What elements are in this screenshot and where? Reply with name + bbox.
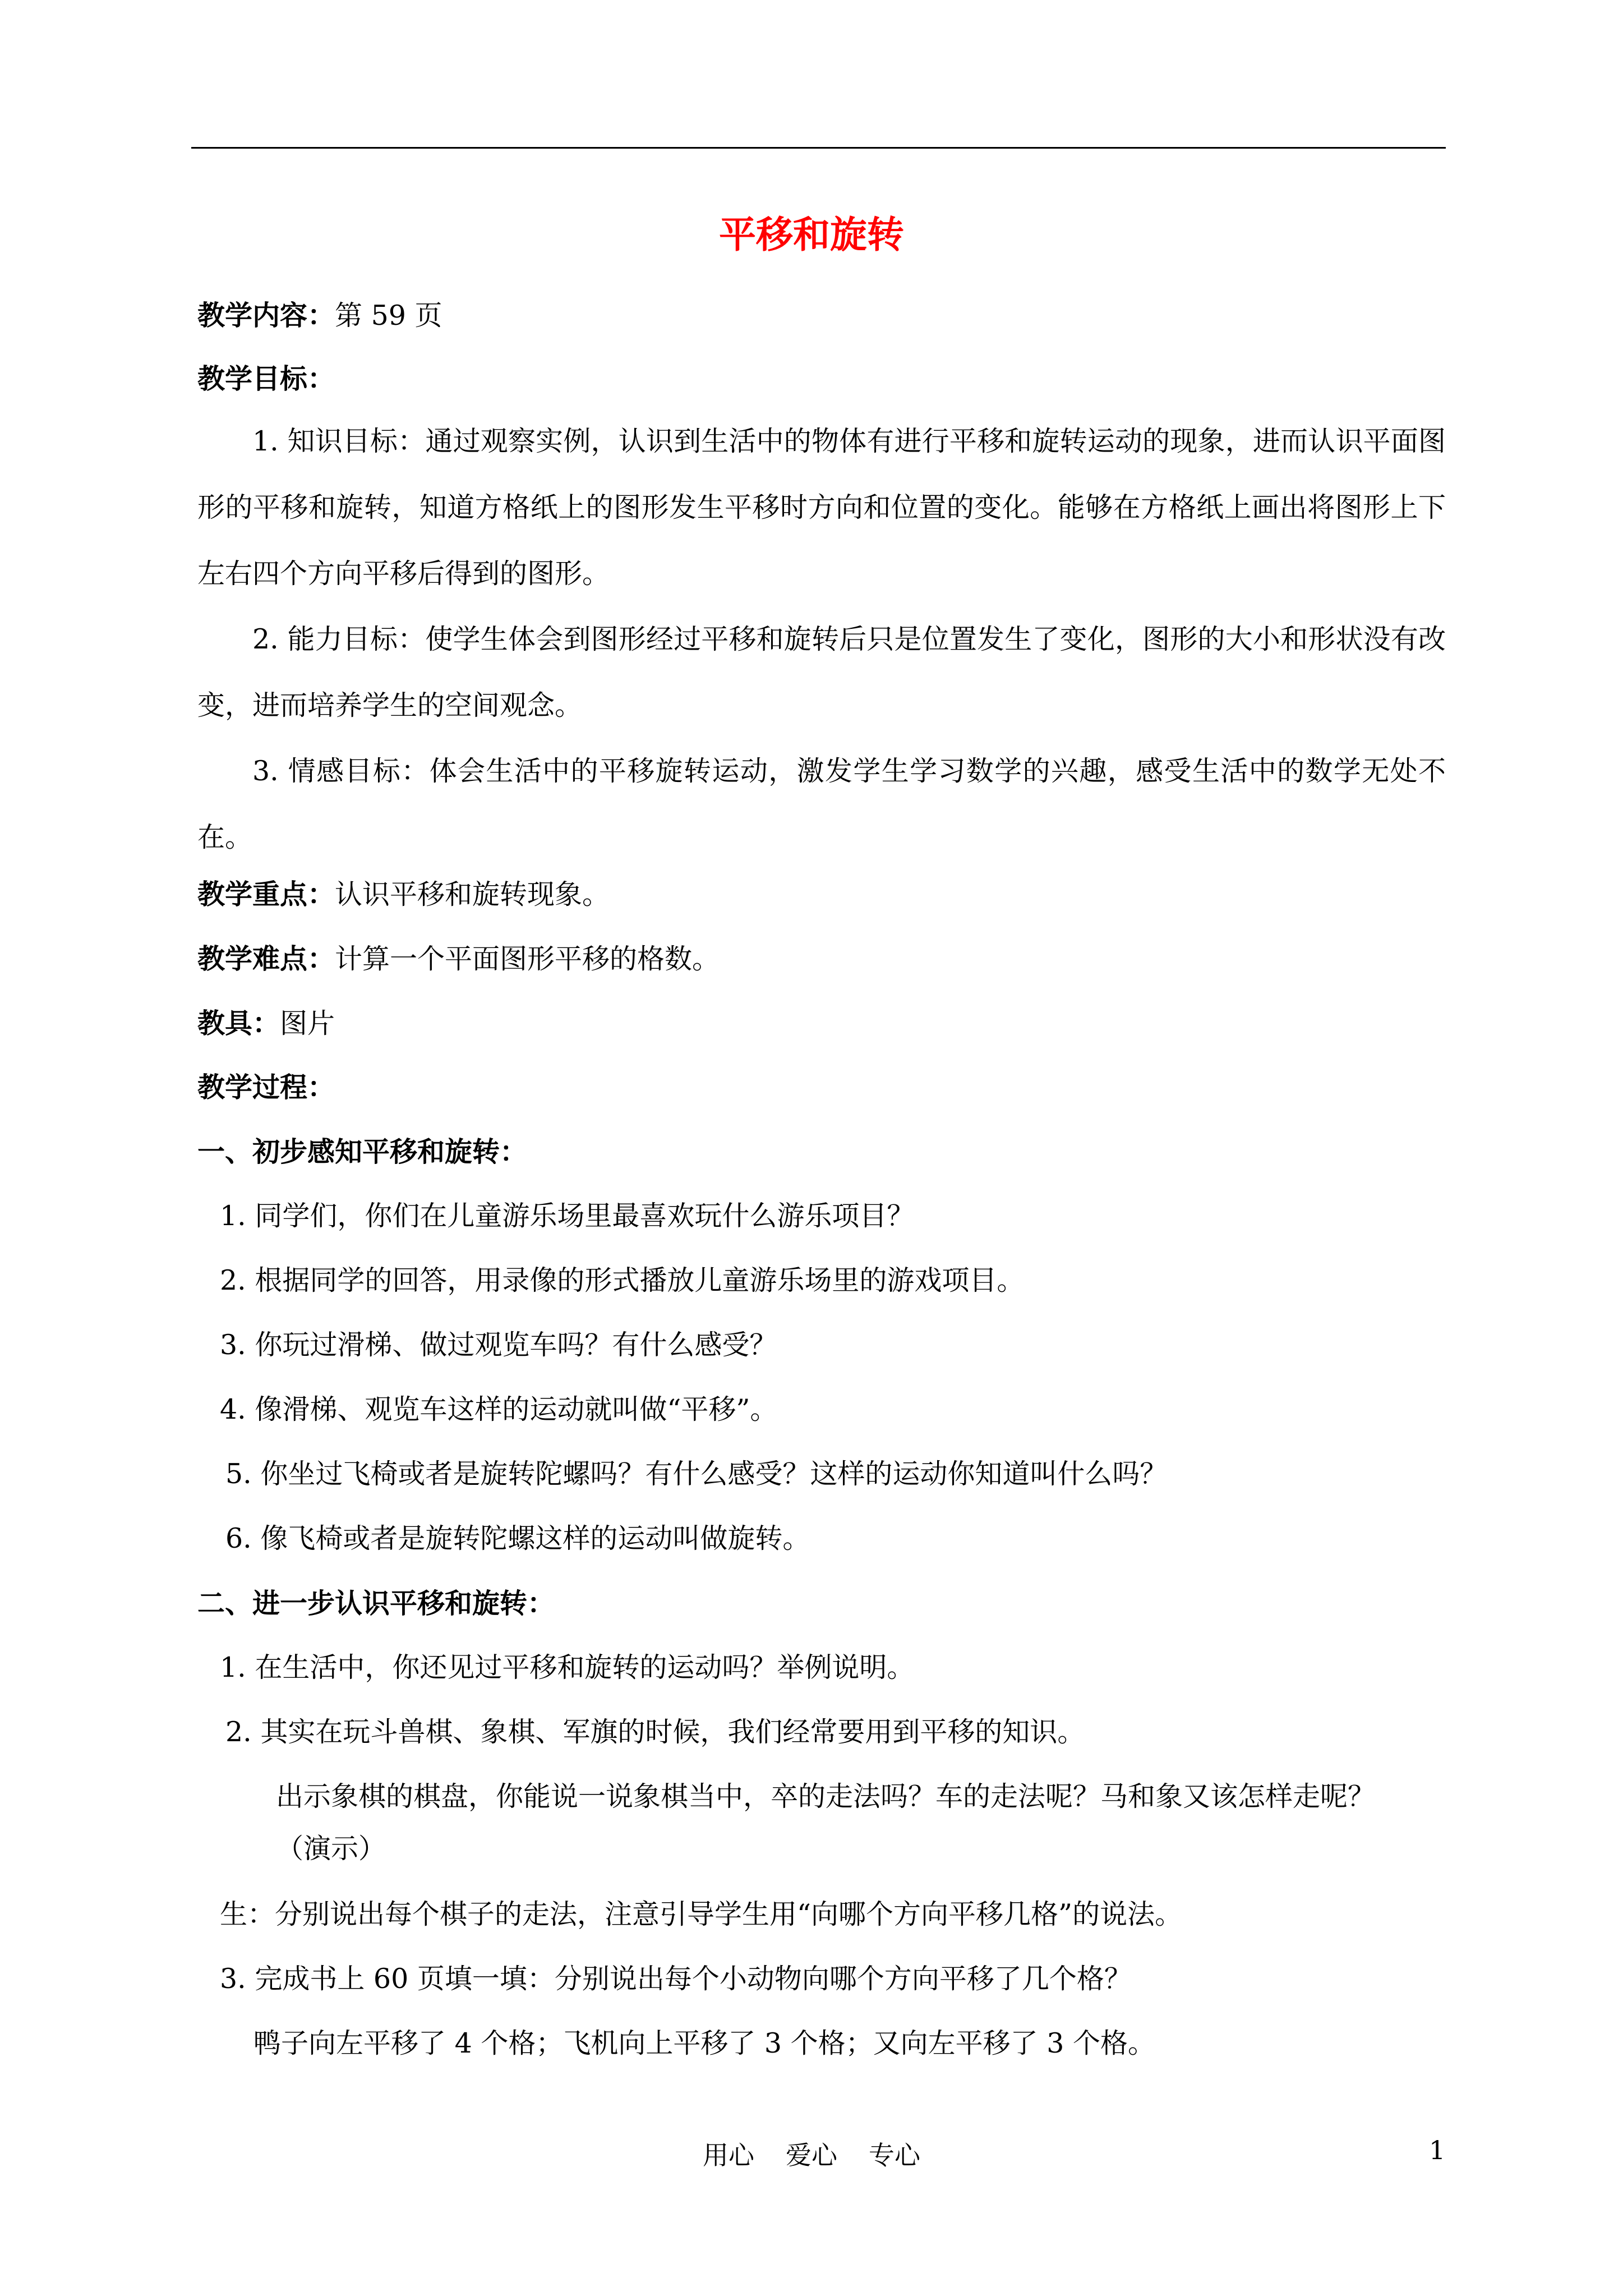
section-2-item: （演示）	[276, 1833, 386, 1865]
teaching-process-label: 教学过程：	[197, 1071, 335, 1103]
teaching-tools	[197, 1005, 335, 1042]
key-point-label: 教学重点：	[197, 878, 335, 910]
goal-ability: 2. 能力目标：使学生体会到图形经过平移和旋转后只是位置发生了变化，图形的大小和形状没有改变，进而培养学生的空间观念。	[197, 623, 1446, 721]
teaching-content-label: 教学内容：	[197, 299, 335, 332]
teaching-content	[197, 297, 442, 334]
goal-knowledge: 1. 知识目标：通过观察实例，认识到生活中的物体有进行平移和旋转运动的现象，进而认识平面图形的平移和旋转，知道方格纸上的图形发生平移时方向和位置的变化。能够在方格纸上画出将图形上下左右四个方向平移后得到的图形。	[197, 425, 1446, 590]
section-2-item: 鸭子向左平移了 4 个格；飞机向上平移了 3 个格；又向左平移了 3 个格。	[253, 2027, 1155, 2059]
section-2-item: 生：分别说出每个棋子的走法，注意引导学生用“向哪个方向平移几格”的说法。	[220, 1898, 1183, 1930]
section-2-item: 2. 其实在玩斗兽棋、象棋、军旗的时候，我们经常要用到平移的知识。	[225, 1716, 1085, 1748]
section-1-heading: 一、初步感知平移和旋转：	[197, 1135, 528, 1168]
section-1-item: 2. 根据同学的回答，用录像的形式播放儿童游乐场里的游戏项目。	[220, 1264, 1025, 1296]
teaching-goals-label: 教学目标：	[197, 362, 335, 395]
section-2-heading: 二、进一步认识平移和旋转：	[197, 1587, 555, 1619]
footer-item: 专心	[869, 2140, 920, 2170]
teaching-key-point	[197, 876, 610, 913]
teaching-difficulty	[197, 941, 720, 977]
key-point-value: 认识平移和旋转现象。	[335, 878, 610, 910]
header-rule	[191, 147, 1446, 149]
section-2-item: 1. 在生活中，你还见过平移和旋转的运动吗？举例说明。	[220, 1651, 915, 1683]
section-1-item: 6. 像飞椅或者是旋转陀螺这样的运动叫做旋转。	[225, 1522, 810, 1554]
tools-value: 图片	[280, 1007, 335, 1039]
section-1-item: 3. 你玩过滑梯、做过观览车吗？有什么感受？	[220, 1329, 777, 1361]
footer-item: 用心	[703, 2140, 754, 2170]
section-2-item: 3. 完成书上 60 页填一填：分别说出每个小动物向哪个方向平移了几个格？	[220, 1963, 1132, 1995]
tools-label: 教具：	[197, 1007, 280, 1039]
section-1-item: 1. 同学们，你们在儿童游乐场里最喜欢玩什么游乐项目？	[220, 1200, 915, 1232]
goal-emotion: 3. 情感目标：体会生活中的平移旋转运动，激发学生学习数学的兴趣，感受生活中的数学无处不在。	[197, 755, 1446, 853]
footer-motto	[0, 2135, 1623, 2172]
section-1-item: 4. 像滑梯、观览车这样的运动就叫做“平移”。	[220, 1393, 778, 1425]
section-1-item: 5. 你坐过飞椅或者是旋转陀螺吗？有什么感受？这样的运动你知道叫什么吗？	[225, 1458, 1168, 1490]
difficulty-value: 计算一个平面图形平移的格数。	[335, 943, 720, 975]
teaching-content-value: 第 59 页	[335, 300, 442, 332]
footer-item: 爱心	[786, 2140, 837, 2170]
document-title: 平移和旋转	[719, 213, 904, 256]
section-2-item: 出示象棋的棋盘，你能说一说象棋当中，卒的走法吗？车的走法呢？马和象又该怎样走呢？	[276, 1780, 1376, 1812]
page-number: 1	[1429, 2135, 1446, 2165]
difficulty-label: 教学难点：	[197, 942, 335, 975]
